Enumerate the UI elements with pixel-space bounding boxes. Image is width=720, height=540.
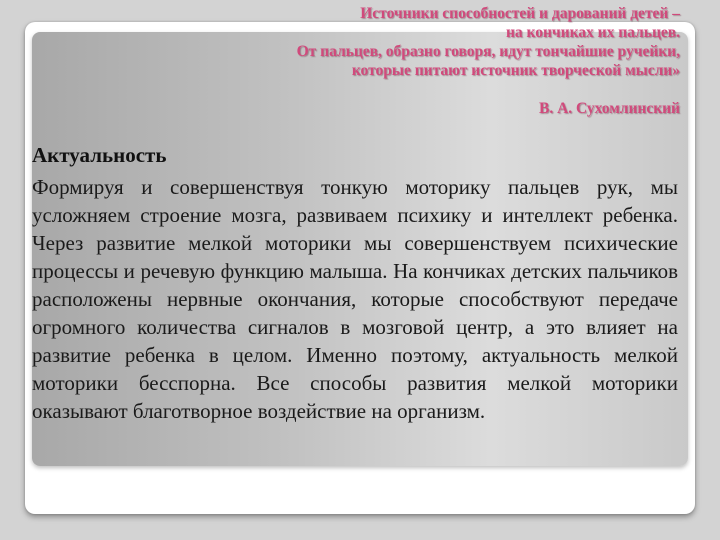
epigraph-line-2: на кончиках их пальцев. [505,24,680,41]
section-heading: Актуальность [32,143,167,167]
epigraph-line-3: От пальцев, образно говоря, идут тончайшие ручейки, [296,43,680,60]
epigraph-quote [120,4,680,118]
section-body-text: Формируя и совершенствуя тонкую моторику пальцев рук, мы усложняем строение мозга, развиваем психику и интеллект ребенка. Через развитие мелкой моторики мы совершенствуем психические процессы и речевую функцию малыша. На кончиках детских пальчиков расположены нервные окончания, которые способствуют передаче огромного количества сигналов в мозговой центр, а это влияет на развитие ребенка в целом. Именно поэтому, актуальность мелкой моторики бесспорна. Все способы развития мелкой моторики оказывают благотворное воздействие на организм. [32,175,678,423]
epigraph-line-1: Источники способностей и дарований детей – [360,5,680,22]
epigraph-author: В. А. Сухомлинский [539,100,680,117]
epigraph-line-4: которые питают источник творческой мысли» [351,62,680,79]
